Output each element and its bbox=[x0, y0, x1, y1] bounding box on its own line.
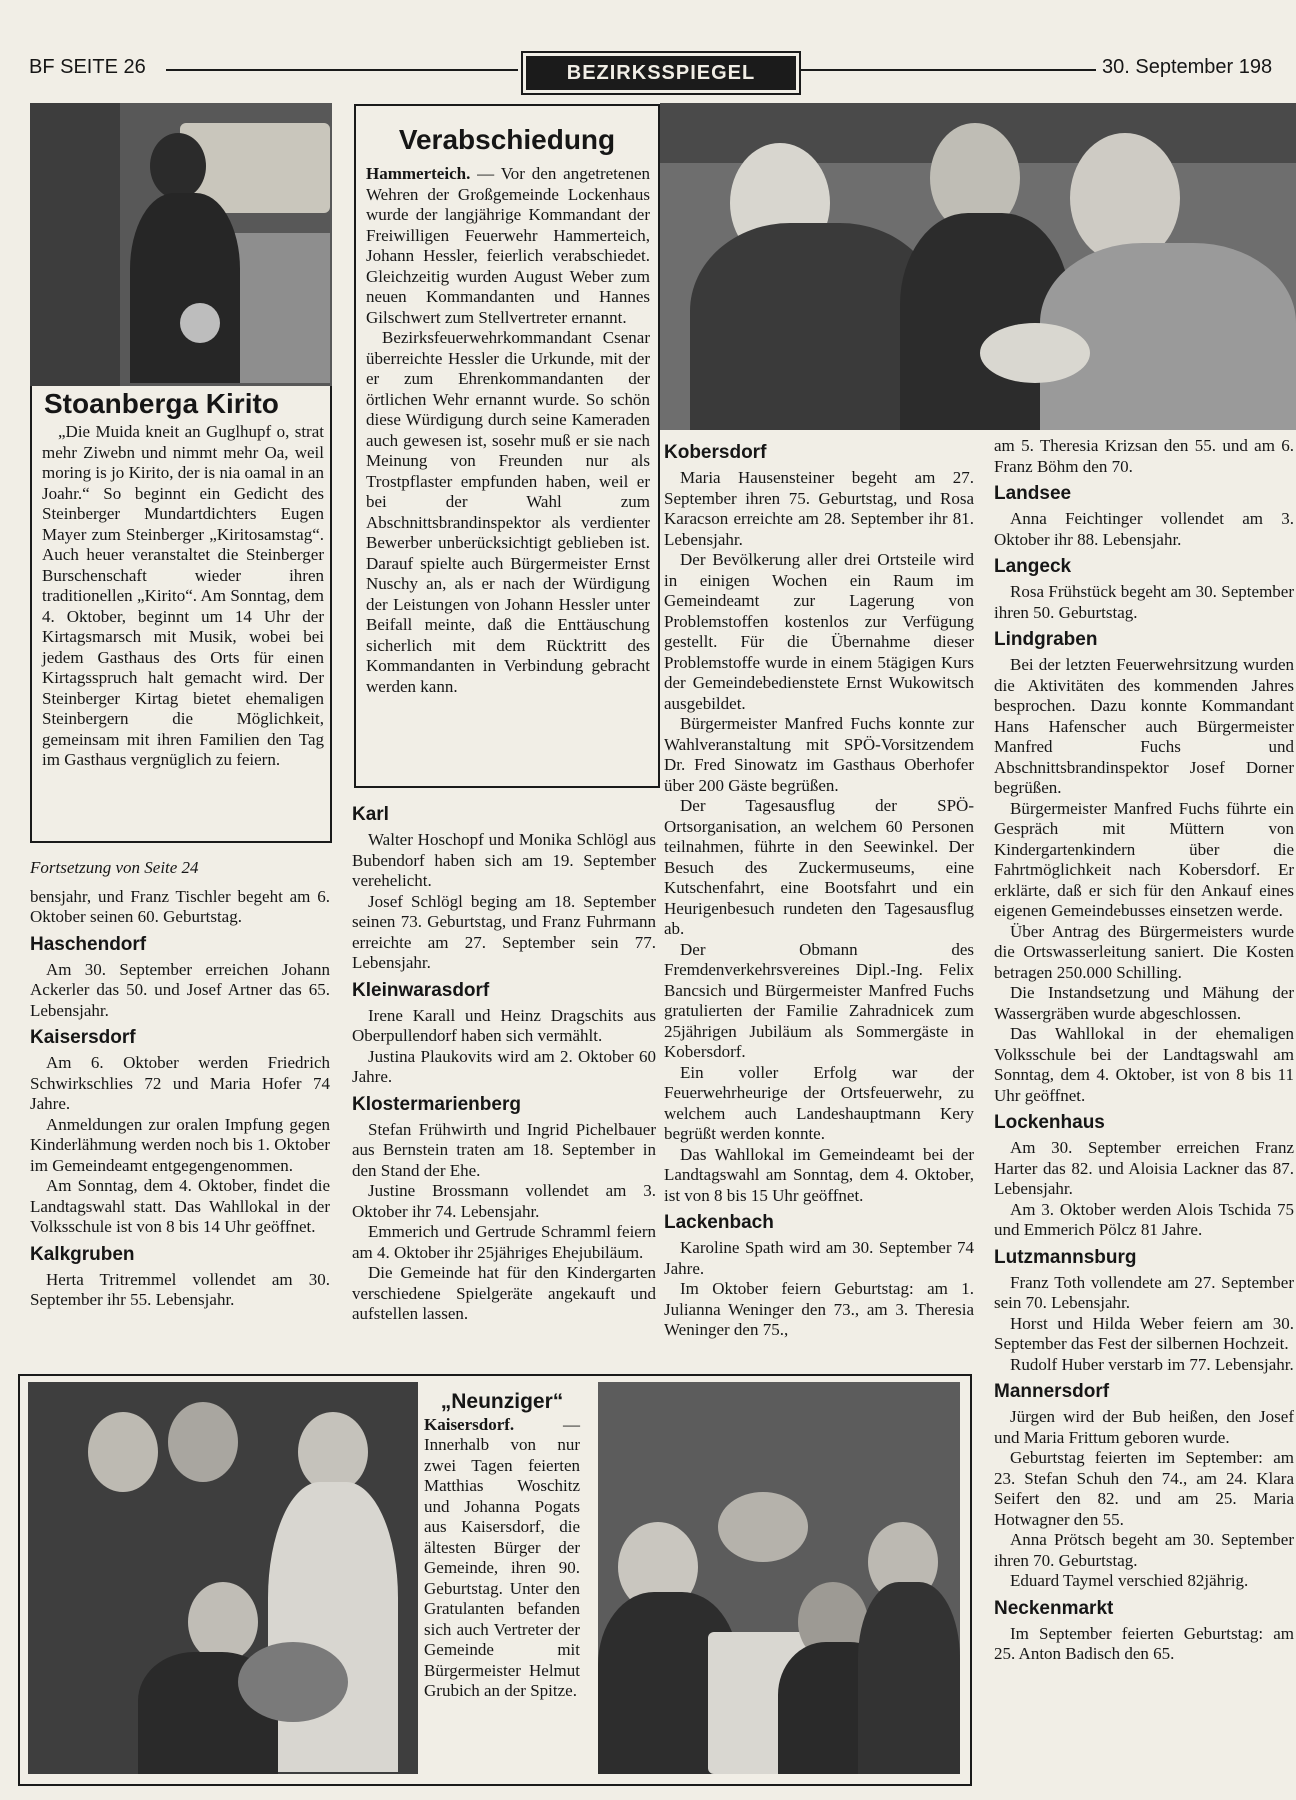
article-box-stoanberga bbox=[30, 386, 332, 843]
paragraph-kleinwarasdorf: Irene Karall und Heinz Dragschits aus Oberpullendorf haben sich vermählt. bbox=[352, 1005, 656, 1045]
paragraph-lindgraben: Das Wahllokal in der ehemaligen Volksschule bei der Landtagswahl am Sonntag, dem 4. Oktober, ist von 8 bis 11 Uhr geöffnet. bbox=[994, 1024, 1294, 1105]
town-heading-kobersdorf: Kobersdorf bbox=[664, 442, 767, 463]
paragraph-lindgraben: Bürgermeister Manfred Fuchs führte ein Gespräch mit Müttern von Kindergartenkindern über die Fahrtmöglichkeit nach Kobersdorf. Er erklärte, daß er sich für den Ankauf eines eigenen Gemeindebusses einsetzen werde. bbox=[994, 798, 1294, 920]
town-heading-lackenbach: Lackenbach bbox=[664, 1212, 774, 1233]
paragraph-lindgraben: Über Antrag des Bürgermeisters wurde die Ortswasserleitung saniert. Die Kosten betragen 250.000 Schilling. bbox=[994, 921, 1294, 982]
town-heading-neckenmarkt: Neckenmarkt bbox=[994, 1597, 1114, 1619]
col4-intro: am 5. Theresia Krizsan den 55. und am 6. Franz Böhm den 70. bbox=[994, 436, 1294, 476]
town-heading-klostermarienberg: Klostermarienberg bbox=[352, 1093, 521, 1115]
town-heading-lockenhaus: Lockenhaus bbox=[994, 1112, 1105, 1133]
photo-kirtag-musician bbox=[30, 103, 332, 386]
paragraph-kobersdorf: Ein voller Erfolg war der Feuerwehrheurige der Ortsfeuerwehr, zu welchem auch Landeshauptmann Kery begrüßt werden konnte. bbox=[664, 1062, 974, 1143]
paragraph-lackenbach: Im Oktober feiern Geburtstag: am 1. Julianna Weninger den 73., am 3. Theresia Weninger den 75., bbox=[664, 1279, 974, 1339]
article-text-stoanberga: „Die Muida kneit an Guglhupf o, strat mehr Ziwebn und nimmt mehr Oa, weil moring is jo Kirito, der is nia oamal in an Joahr.“ So beginnt ein Gedicht des Steinberger Mundartdichters Eugen Mayer zum Steinberger „Kiritosamstag“. Auch heuer veranstaltet die Steinberger Burschenschaft wieder ihren traditionellen „Kirito“. Am Sonntag, dem 4. Oktober, beginnt um 14 Uhr der Kirtagsmarsch mit Musik, wobei bei jedem Gasthaus des Orts für einen Kirtagsspruch halt gemacht wird. Der Steinberger Kirtag bietet ehemaligen Steinbergern die Möglichkeit, gemeinsam mit ihren Familien den Tag im Gasthaus vergnüglich zu feiern. bbox=[42, 422, 324, 769]
paragraph-haschendorf: Am 30. September erreichen Johann Ackerler das 50. und Josef Artner das 65. Lebensjahr. bbox=[30, 959, 330, 1020]
paragraph-lutzmannsburg: Horst und Hilda Weber feiern am 30. September das Fest der silbernen Hochzeit. bbox=[994, 1313, 1294, 1353]
paragraph-langeck: Rosa Frühstück begeht am 30. September ihren 50. Geburtstag. bbox=[994, 582, 1294, 622]
paragraph-lutzmannsburg: Rudolf Huber verstarb im 77. Lebensjahr. bbox=[1010, 1354, 1294, 1374]
paragraph-klostermarienberg: Justine Brossmann vollendet am 3. Oktober ihr 74. Lebensjahr. bbox=[352, 1181, 656, 1221]
paragraph-lindgraben: Die Instandsetzung und Mähung der Wassergräben wurde abgeschlossen. bbox=[994, 983, 1294, 1023]
paragraph-lockenhaus: Am 30. September erreichen Franz Harter das 82. und Aloisia Lackner das 87. Lebensjahr. bbox=[994, 1138, 1294, 1198]
column-3 bbox=[664, 436, 974, 1360]
photo-birthday-group-pogats bbox=[598, 1382, 960, 1774]
col2-sections bbox=[352, 804, 656, 1325]
town-heading-kalkgruben: Kalkgruben bbox=[30, 1243, 135, 1265]
town-heading-mannersdorf: Mannersdorf bbox=[994, 1381, 1110, 1402]
paragraph-kobersdorf: Bürgermeister Manfred Fuchs konnte zur Wahlveranstaltung mit SPÖ-Vorsitzendem Dr. Fred Sinowatz im Gasthaus Oberhofer über 200 Gäste begrüßen. bbox=[664, 714, 974, 795]
verabschiedung-text-1: — Vor den angetretenen Wehren der Großgemeinde Lockenhaus wurde der langjährige Kommandant der Freiwilligen Feuerwehr Hammerteich, Johann Hessler, feierlich verabschiedet. Gleichzeitig wurden August Weber zum neuen Kommandanten und Hannes Gilschwert zum Stellvertreter ernannt. bbox=[366, 164, 650, 327]
paragraph-kalkgruben: Herta Tritremmel vollendet am 30. September ihr 55. Lebensjahr. bbox=[30, 1269, 330, 1309]
paragraph-kaisersdorf: Anmeldungen zur oralen Impfung gegen Kinderlähmung werden noch bis 1. Oktober im Gemeindeamt entgegengenommen. bbox=[30, 1114, 330, 1175]
paragraph-klostermarienberg: Emmerich und Gertrude Schramml feiern am 4. Oktober ihr 25jähriges Ehejubiläum. bbox=[352, 1222, 656, 1262]
town-heading-kleinwarasdorf: Kleinwarasdorf bbox=[352, 979, 490, 1001]
paragraph-lindgraben: Bei der letzten Feuerwehrsitzung wurden die Aktivitäten des kommenden Jahres besprochen. Dazu konnte Kommandant Hans Hafenscher auch Bürgermeister Manfred Fuchs und Abschnittsbrandinspektor Josef Dorner begrüßen. bbox=[994, 655, 1294, 797]
photo-fire-commander-handshake bbox=[660, 103, 1296, 430]
paragraph-klostermarienberg: Stefan Frühwirth und Ingrid Pichelbauer aus Bernstein traten am 18. September in den Stand der Ehe. bbox=[352, 1119, 656, 1180]
paragraph-mannersdorf: Anna Prötsch begeht am 30. September ihren 70. Geburtstag. bbox=[994, 1530, 1294, 1570]
paragraph-kobersdorf: Maria Hausensteiner begeht am 27. September ihren 75. Geburtstag, und Rosa Karacson erreichte am 28. September ihr 81. Lebensjahr. bbox=[664, 468, 974, 549]
town-heading-kaisersdorf: Kaisersdorf bbox=[30, 1027, 136, 1048]
column-4 bbox=[994, 436, 1294, 1796]
paragraph-mannersdorf: Jürgen wird der Bub heißen, den Josef und Maria Frittum geboren wurde. bbox=[994, 1407, 1294, 1447]
town-heading-lutzmannsburg: Lutzmannsburg bbox=[994, 1246, 1137, 1268]
col4-sections bbox=[994, 483, 1294, 1665]
col1-intro: bensjahr, und Franz Tischler begeht am 6. Oktober seinen 60. Geburtstag. bbox=[30, 886, 330, 926]
column-1 bbox=[30, 858, 330, 1358]
article-title-neunziger: „Neunziger“ bbox=[440, 1390, 564, 1413]
town-heading-haschendorf: Haschendorf bbox=[30, 933, 147, 955]
article-neunziger bbox=[424, 1392, 580, 1702]
page-number: BF SEITE 26 bbox=[29, 56, 146, 78]
section-title: BEZIRKSSPIEGEL bbox=[526, 56, 796, 90]
header-rule-left bbox=[166, 69, 518, 71]
column-2 bbox=[352, 798, 656, 1360]
continued-note: Fortsetzung von Seite 24 bbox=[30, 858, 199, 877]
article-body-stoanberga bbox=[42, 422, 324, 771]
paragraph-kobersdorf: Der Bevölkerung aller drei Ortsteile wird in einigen Wochen ein Raum im Gemeindeamt zur Lagerung von Problemstoffen kostenlos zur Verfügung gestellt. Für die Übernahme dieser Problemstoffe wurde in einem 5tägigen Kurs der Gemeindebedienstete Ernst Wukowitsch ausgebildet. bbox=[664, 550, 974, 713]
verabschiedung-text-2: Bezirksfeuerwehrkommandant Csenar überreichte Hessler die Urkunde, mit der er zum Ehrenkommandanten der örtlichen Wehr ernannt wurde. So schön diese Würdigung durch seine Kameraden auch gewesen ist, sosehr muß er sie nach Meinung von Freunden nur als Trostpflaster empfunden haben, weil er bei der Wahl zum Abschnittsbrandinspektor als verdienter Bewerber unberücksichtigt geblieben ist. Darauf spielte auch Bürgermeister Ernst Nuschy an, als er nach der Würdigung der Leistungen von Johann Hessler unter Beifall meinte, daß die Enttäuschung sicherlich mit dem Rücktritt des Kommandanten in Verbindung gebracht werden kann. bbox=[366, 328, 650, 696]
paragraph-mannersdorf: Geburtstag feierten im September: am 23. Stefan Schuh den 74., am 24. Klara Seifert den 82. und am 25. Maria Hotwagner den 55. bbox=[994, 1448, 1294, 1529]
issue-date: 30. September 198 bbox=[1102, 56, 1273, 78]
paragraph-kobersdorf: Der Obmann des Fremdenverkehrsvereines Dipl.-Ing. Felix Bancsich und Bürgermeister Manfred Fuchs gratulierten der Familie Zahradnicek zum 25jährigen Jubiläum als Sommergäste in Kobersdorf. bbox=[664, 939, 974, 1061]
article-body-verabschiedung bbox=[366, 164, 650, 697]
paragraph-karl: Walter Hoschopf und Monika Schlögl aus Bubendorf haben sich am 19. September verehelicht. bbox=[352, 830, 656, 890]
paragraph-karl: Josef Schlögl beging am 18. September seinen 73. Geburtstag, und Franz Fuhrmann erreichte am 27. September sein 77. Lebensjahr. bbox=[352, 891, 656, 972]
town-heading-karl: Karl bbox=[352, 804, 389, 825]
article-box-verabschiedung bbox=[354, 104, 660, 788]
paragraph-kaisersdorf: Am Sonntag, dem 4. Oktober, findet die Landtagswahl statt. Das Wahllokal in der Volksschule ist von 8 bis 14 Uhr geöffnet. bbox=[30, 1176, 330, 1236]
neunziger-text: — Innerhalb von nur zwei Tagen feierten Matthias Woschitz und Johanna Pogats aus Kaisersdorf, die ältesten Bürger der Gemeinde, ihren 90. Geburtstag. Unter den Gratulanten befanden sich auch Vertreter der Gemeinde mit Bürgermeister Helmut Grubich an der Spitze. bbox=[424, 1414, 580, 1700]
paragraph-lockenhaus: Am 3. Oktober werden Alois Tschida 75 und Emmerich Pölcz 81 Jahre. bbox=[994, 1199, 1294, 1239]
article-title-stoanberga: Stoanberga Kirito bbox=[44, 388, 279, 419]
article-title-verabschiedung: Verabschiedung bbox=[398, 124, 616, 155]
dateline-kaisersdorf: Kaisersdorf. bbox=[424, 1414, 515, 1434]
town-heading-lindgraben: Lindgraben bbox=[994, 629, 1098, 650]
col1-sections bbox=[30, 934, 330, 1311]
town-heading-landsee: Landsee bbox=[994, 483, 1072, 504]
header-rule-right bbox=[800, 69, 1096, 71]
paragraph-lackenbach: Karoline Spath wird am 30. September 74 Jahre. bbox=[664, 1238, 974, 1278]
dateline-hammerteich: Hammerteich. bbox=[366, 164, 471, 183]
town-heading-langeck: Langeck bbox=[994, 556, 1072, 577]
paragraph-kobersdorf: Das Wahllokal im Gemeindeamt bei der Landtagswahl am Sonntag, dem 4. Oktober, ist von 8 bis 15 Uhr geöffnet. bbox=[664, 1144, 974, 1205]
paragraph-lutzmannsburg: Franz Toth vollendete am 27. September sein 70. Lebensjahr. bbox=[994, 1272, 1294, 1312]
paragraph-landsee: Anna Feichtinger vollendet am 3. Oktober ihr 88. Lebensjahr. bbox=[994, 509, 1294, 549]
paragraph-mannersdorf: Eduard Taymel verschied 82jährig. bbox=[1010, 1571, 1249, 1590]
paragraph-neckenmarkt: Im September feierten Geburtstag: am 25. Anton Badisch den 65. bbox=[994, 1623, 1294, 1663]
photo-birthday-group-woschitz bbox=[28, 1382, 418, 1774]
col3-sections bbox=[664, 442, 974, 1341]
paragraph-kleinwarasdorf: Justina Plaukovits wird am 2. Oktober 60 Jahre. bbox=[352, 1046, 656, 1086]
paragraph-klostermarienberg: Die Gemeinde hat für den Kindergarten verschiedene Spielgeräte angekauft und aufstellen lassen. bbox=[352, 1263, 656, 1323]
paragraph-kaisersdorf: Am 6. Oktober werden Friedrich Schwirkschlies 72 und Maria Hofer 74 Jahre. bbox=[30, 1053, 330, 1113]
paragraph-kobersdorf: Der Tagesausflug der SPÖ-Ortsorganisation, an welchem 60 Personen teilnahmen, führte in den Seewinkel. Der Besuch des Zuckermuseums, eine Kutschenfahrt, eine Bootsfahrt und ein Heurigenbesuch rundeten den Tagesausflug ab. bbox=[664, 796, 974, 938]
